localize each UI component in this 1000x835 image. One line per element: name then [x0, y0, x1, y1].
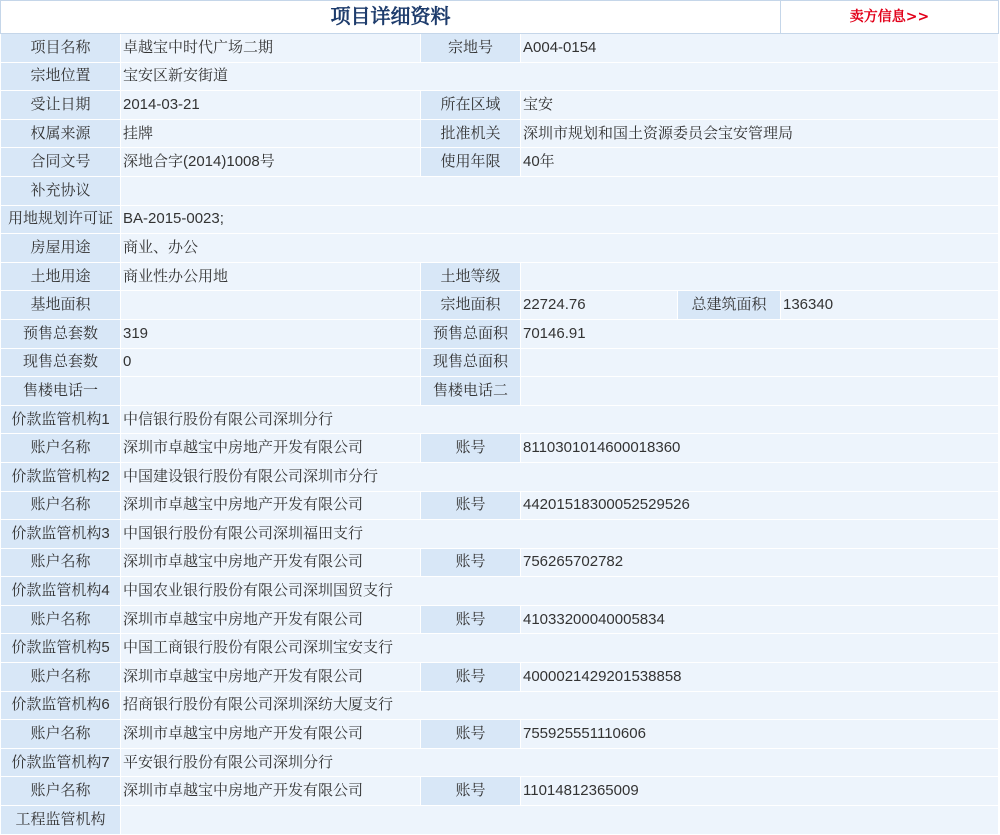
supervision-account-row [1, 720, 999, 749]
contract-no-value: 深地合字(2014)1008号 [121, 148, 421, 177]
table-row [1, 806, 999, 835]
sales-phone-2-label: 售楼电话二 [421, 377, 521, 406]
supervision-org-value: 招商银行股份有限公司深圳深纺大厦支行 [121, 691, 999, 720]
supervision-org-value: 中国农业银行股份有限公司深圳国贸支行 [121, 577, 999, 606]
supervision-org-label: 价款监管机构7 [1, 748, 121, 777]
table-row [1, 205, 999, 234]
account-no-value: 756265702782 [521, 548, 999, 577]
table-row [1, 119, 999, 148]
supervision-org-row [1, 462, 999, 491]
current-sale-area-label: 现售总面积 [421, 348, 521, 377]
district-label: 所在区域 [421, 91, 521, 120]
account-no-label: 账号 [421, 720, 521, 749]
supplementary-agreement-value [121, 176, 999, 205]
supervision-org-label: 价款监管机构5 [1, 634, 121, 663]
presale-units-label: 预售总套数 [1, 319, 121, 348]
land-use-value: 商业性办公用地 [121, 262, 421, 291]
supervision-org-row [1, 577, 999, 606]
table-row [1, 34, 999, 63]
account-name-value: 深圳市卓越宝中房地产开发有限公司 [121, 663, 421, 692]
district-value: 宝安 [521, 91, 999, 120]
account-name-label: 账户名称 [1, 491, 121, 520]
parcel-area-label: 宗地面积 [421, 291, 521, 320]
account-no-value: 755925551110606 [521, 720, 999, 749]
land-use-label: 土地用途 [1, 262, 121, 291]
total-floor-area-label: 总建筑面积 [678, 291, 781, 320]
engineering-supervision-label: 工程监管机构 [1, 806, 121, 835]
table-row [1, 91, 999, 120]
land-grade-value [521, 262, 999, 291]
account-name-label: 账户名称 [1, 720, 121, 749]
supervision-org-label: 价款监管机构2 [1, 462, 121, 491]
supervision-account-row [1, 491, 999, 520]
supervision-org-value: 中国银行股份有限公司深圳福田支行 [121, 520, 999, 549]
table-row [1, 377, 999, 406]
supervision-org-label: 价款监管机构3 [1, 520, 121, 549]
engineering-supervision-value [121, 806, 999, 835]
current-sale-units-value: 0 [121, 348, 421, 377]
current-sale-area-value [521, 348, 999, 377]
total-floor-area-value: 136340 [781, 291, 999, 320]
page-title: 项目详细资料 [330, 3, 451, 28]
supervision-org-row [1, 405, 999, 434]
account-name-value: 深圳市卓越宝中房地产开发有限公司 [121, 434, 421, 463]
land-planning-permit-label: 用地规划许可证 [1, 205, 121, 234]
supervision-account-row [1, 605, 999, 634]
account-no-label: 账号 [421, 434, 521, 463]
account-no-label: 账号 [421, 777, 521, 806]
sales-phone-1-label: 售楼电话一 [1, 377, 121, 406]
account-name-label: 账户名称 [1, 548, 121, 577]
land-planning-permit-value: BA-2015-0023; [121, 205, 999, 234]
ownership-source-value: 挂牌 [121, 119, 421, 148]
approval-authority-value: 深圳市规划和国土资源委员会宝安管理局 [521, 119, 999, 148]
supervision-account-row [1, 548, 999, 577]
supervision-org-row [1, 634, 999, 663]
table-row [1, 62, 999, 91]
sales-phone-1-value [121, 377, 421, 406]
supervision-org-value: 中国建设银行股份有限公司深圳市分行 [121, 462, 999, 491]
account-name-label: 账户名称 [1, 605, 121, 634]
supervision-org-value: 中信银行股份有限公司深圳分行 [121, 405, 999, 434]
presale-area-label: 预售总面积 [421, 319, 521, 348]
table-row [1, 176, 999, 205]
project-name-value: 卓越宝中时代广场二期 [121, 34, 421, 63]
account-no-label: 账号 [421, 491, 521, 520]
supervision-org-label: 价款监管机构6 [1, 691, 121, 720]
parcel-location-value: 宝安区新安街道 [121, 62, 999, 91]
account-no-label: 账号 [421, 663, 521, 692]
account-name-value: 深圳市卓越宝中房地产开发有限公司 [121, 605, 421, 634]
account-no-value: 41033200040005834 [521, 605, 999, 634]
sales-phone-2-value [521, 377, 999, 406]
table-row [1, 291, 999, 320]
table-row [1, 319, 999, 348]
table-row [1, 234, 999, 263]
parcel-location-label: 宗地位置 [1, 62, 121, 91]
transfer-date-value: 2014-03-21 [121, 91, 421, 120]
usage-years-label: 使用年限 [421, 148, 521, 177]
approval-authority-label: 批准机关 [421, 119, 521, 148]
building-use-value: 商业、办公 [121, 234, 999, 263]
title-cell [1, 1, 781, 34]
account-no-label: 账号 [421, 605, 521, 634]
current-sale-units-label: 现售总套数 [1, 348, 121, 377]
supervision-org-row [1, 748, 999, 777]
supervision-account-row [1, 777, 999, 806]
account-name-value: 深圳市卓越宝中房地产开发有限公司 [121, 720, 421, 749]
building-use-label: 房屋用途 [1, 234, 121, 263]
supervision-org-row [1, 691, 999, 720]
account-name-label: 账户名称 [1, 777, 121, 806]
account-name-value: 深圳市卓越宝中房地产开发有限公司 [121, 548, 421, 577]
base-area-label: 基地面积 [1, 291, 121, 320]
usage-years-value: 40年 [521, 148, 999, 177]
parcel-no-value: A004-0154 [521, 34, 999, 63]
parcel-area-value: 22724.76 [521, 291, 678, 320]
supervision-org-value: 平安银行股份有限公司深圳分行 [121, 748, 999, 777]
supervision-account-row [1, 663, 999, 692]
account-no-value: 44201518300052529526 [521, 491, 999, 520]
presale-area-value: 70146.91 [521, 319, 999, 348]
account-no-value: 4000021429201538858 [521, 663, 999, 692]
table-row [1, 148, 999, 177]
contract-no-label: 合同文号 [1, 148, 121, 177]
supervision-org-label: 价款监管机构4 [1, 577, 121, 606]
presale-units-value: 319 [121, 319, 421, 348]
seller-link-cell [781, 1, 999, 34]
base-area-value [121, 291, 421, 320]
supplementary-agreement-label: 补充协议 [1, 176, 121, 205]
seller-info-link[interactable]: 卖方信息>> [849, 9, 930, 25]
account-name-value: 深圳市卓越宝中房地产开发有限公司 [121, 491, 421, 520]
transfer-date-label: 受让日期 [1, 91, 121, 120]
table-row [1, 262, 999, 291]
account-no-label: 账号 [421, 548, 521, 577]
project-name-label: 项目名称 [1, 34, 121, 63]
parcel-no-label: 宗地号 [421, 34, 521, 63]
table-row [1, 348, 999, 377]
supervision-org-value: 中国工商银行股份有限公司深圳宝安支行 [121, 634, 999, 663]
account-name-label: 账户名称 [1, 663, 121, 692]
table-header [1, 1, 999, 34]
supervision-org-label: 价款监管机构1 [1, 405, 121, 434]
account-no-value: 11014812365009 [521, 777, 999, 806]
land-grade-label: 土地等级 [421, 262, 521, 291]
supervision-account-row [1, 434, 999, 463]
account-name-value: 深圳市卓越宝中房地产开发有限公司 [121, 777, 421, 806]
ownership-source-label: 权属来源 [1, 119, 121, 148]
supervision-org-row [1, 520, 999, 549]
account-name-label: 账户名称 [1, 434, 121, 463]
account-no-value: 8110301014600018360 [521, 434, 999, 463]
